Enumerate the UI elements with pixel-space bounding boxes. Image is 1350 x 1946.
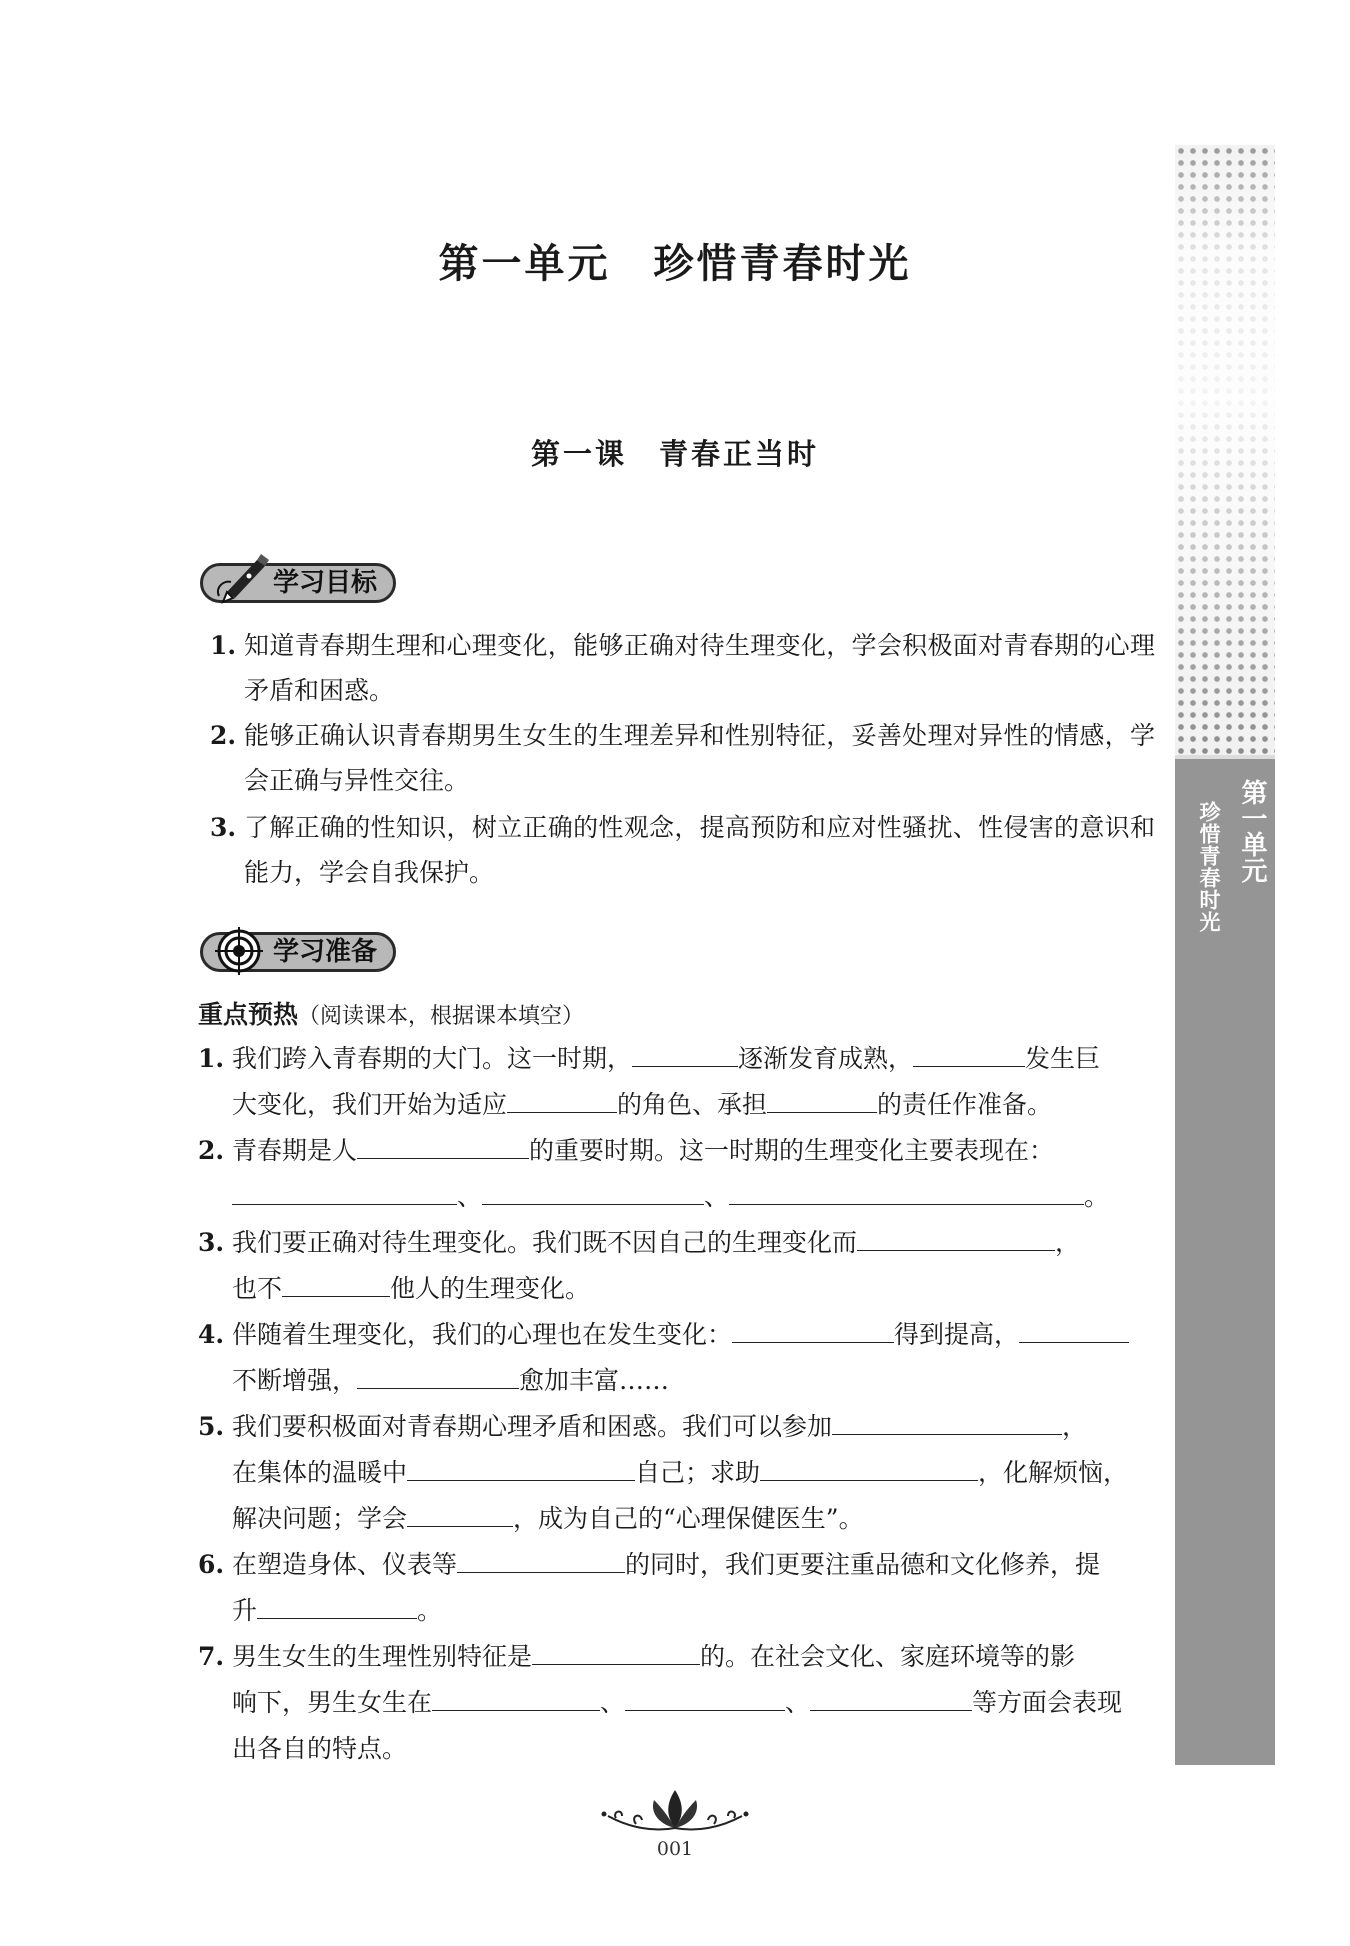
answer-blank[interactable] [357, 1130, 529, 1159]
footer-ornament-icon [596, 1786, 754, 1842]
fill-in-question: 6. 在塑造身体、仪表等 的同时，我们更要注重品德和文化修养，提 升 。 [198, 1542, 1158, 1634]
answer-blank[interactable] [432, 1682, 600, 1711]
answer-blank[interactable] [532, 1636, 700, 1665]
lesson-title: 第一课 青春正当时 [530, 437, 819, 471]
fill-in-question: 2. 青春期是人 的重要时期。这一时期的生理变化主要表现在： 、 、 。 [198, 1128, 1158, 1220]
pen-icon [205, 548, 275, 608]
fill-in-question: 3. 我们要正确对待生理变化。我们既不因自己的生理变化而 ， 也不 他人的生理变化。 [198, 1220, 1158, 1312]
side-unit-tab [1175, 145, 1275, 1765]
section-heading [198, 995, 584, 1037]
objective-item: 3. 了解正确的性知识，树立正确的性观念，提高预防和应对性骚扰、性侵害的意识和能力，学会自我保护。 [210, 813, 1155, 887]
answer-blank[interactable] [767, 1084, 877, 1113]
section-note: （阅读课本，根据课本填空） [298, 1004, 585, 1029]
objective-item: 1. 知道青春期生理和心理变化，能够正确对待生理变化，学会积极面对青春期的心理矛盾和困惑。 [210, 631, 1155, 705]
answer-blank[interactable] [760, 1452, 978, 1481]
answer-blank[interactable] [507, 1084, 617, 1113]
answer-blank[interactable] [457, 1544, 625, 1573]
side-tab-label-block [1175, 755, 1275, 1765]
section-title: 重点预热 [198, 1000, 299, 1029]
answer-blank[interactable] [407, 1498, 513, 1527]
answer-blank[interactable] [407, 1452, 635, 1481]
answer-blank[interactable] [625, 1682, 785, 1711]
unit-title: 第一单元 珍惜青春时光 [438, 240, 912, 287]
answer-blank[interactable] [832, 1406, 1062, 1435]
side-tab-unit: 第一单元 [1237, 779, 1267, 883]
preparation-label: 学习准备 [273, 937, 378, 967]
answer-blank[interactable] [857, 1222, 1055, 1251]
answer-blank[interactable] [732, 1314, 894, 1343]
objective-item: 2. 能够正确认识青春期男生女生的生理差异和性别特征，妥善处理对异性的情感，学会正确与异性交往。 [210, 721, 1155, 795]
page-number: 001 [656, 1838, 694, 1860]
answer-blank[interactable] [913, 1038, 1025, 1067]
answer-blank[interactable] [632, 1038, 738, 1067]
answer-blank[interactable] [257, 1590, 417, 1619]
answer-blank[interactable] [482, 1176, 704, 1205]
preparation-badge [200, 932, 396, 972]
target-icon [211, 921, 271, 981]
answer-blank[interactable] [810, 1682, 972, 1711]
fill-in-question: 1. 我们跨入青春期的大门。这一时期， 逐渐发育成熟， 发生巨 大变化，我们开始为适应 的角色、承担 的责任作准备。 [198, 1036, 1158, 1128]
answer-blank[interactable] [282, 1268, 390, 1297]
fill-in-question: 4. 伴随着生理变化，我们的心理也在发生变化： 得到提高， 不断增强， 愈加丰富…… [198, 1312, 1158, 1404]
side-tab-title: 珍惜青春时光 [1197, 801, 1221, 933]
answer-blank[interactable] [232, 1176, 457, 1205]
fill-in-question: 7. 男生女生的生理性别特征是 的。在社会文化、家庭环境等的影 响下，男生女生在 、 、 等方面会表现 出各自的特点。 [198, 1634, 1158, 1772]
objectives-label: 学习目标 [273, 568, 378, 598]
answer-blank[interactable] [357, 1360, 519, 1389]
answer-blank[interactable] [1019, 1314, 1129, 1343]
objectives-badge [200, 563, 396, 603]
answer-blank[interactable] [729, 1176, 1084, 1205]
fill-in-question: 5. 我们要积极面对青春期心理矛盾和困惑。我们可以参加 ， 在集体的温暖中 自己；求助 ，化解烦恼， 解决问题；学会 ，成为自己的“心理保健医生”。 [198, 1404, 1158, 1542]
